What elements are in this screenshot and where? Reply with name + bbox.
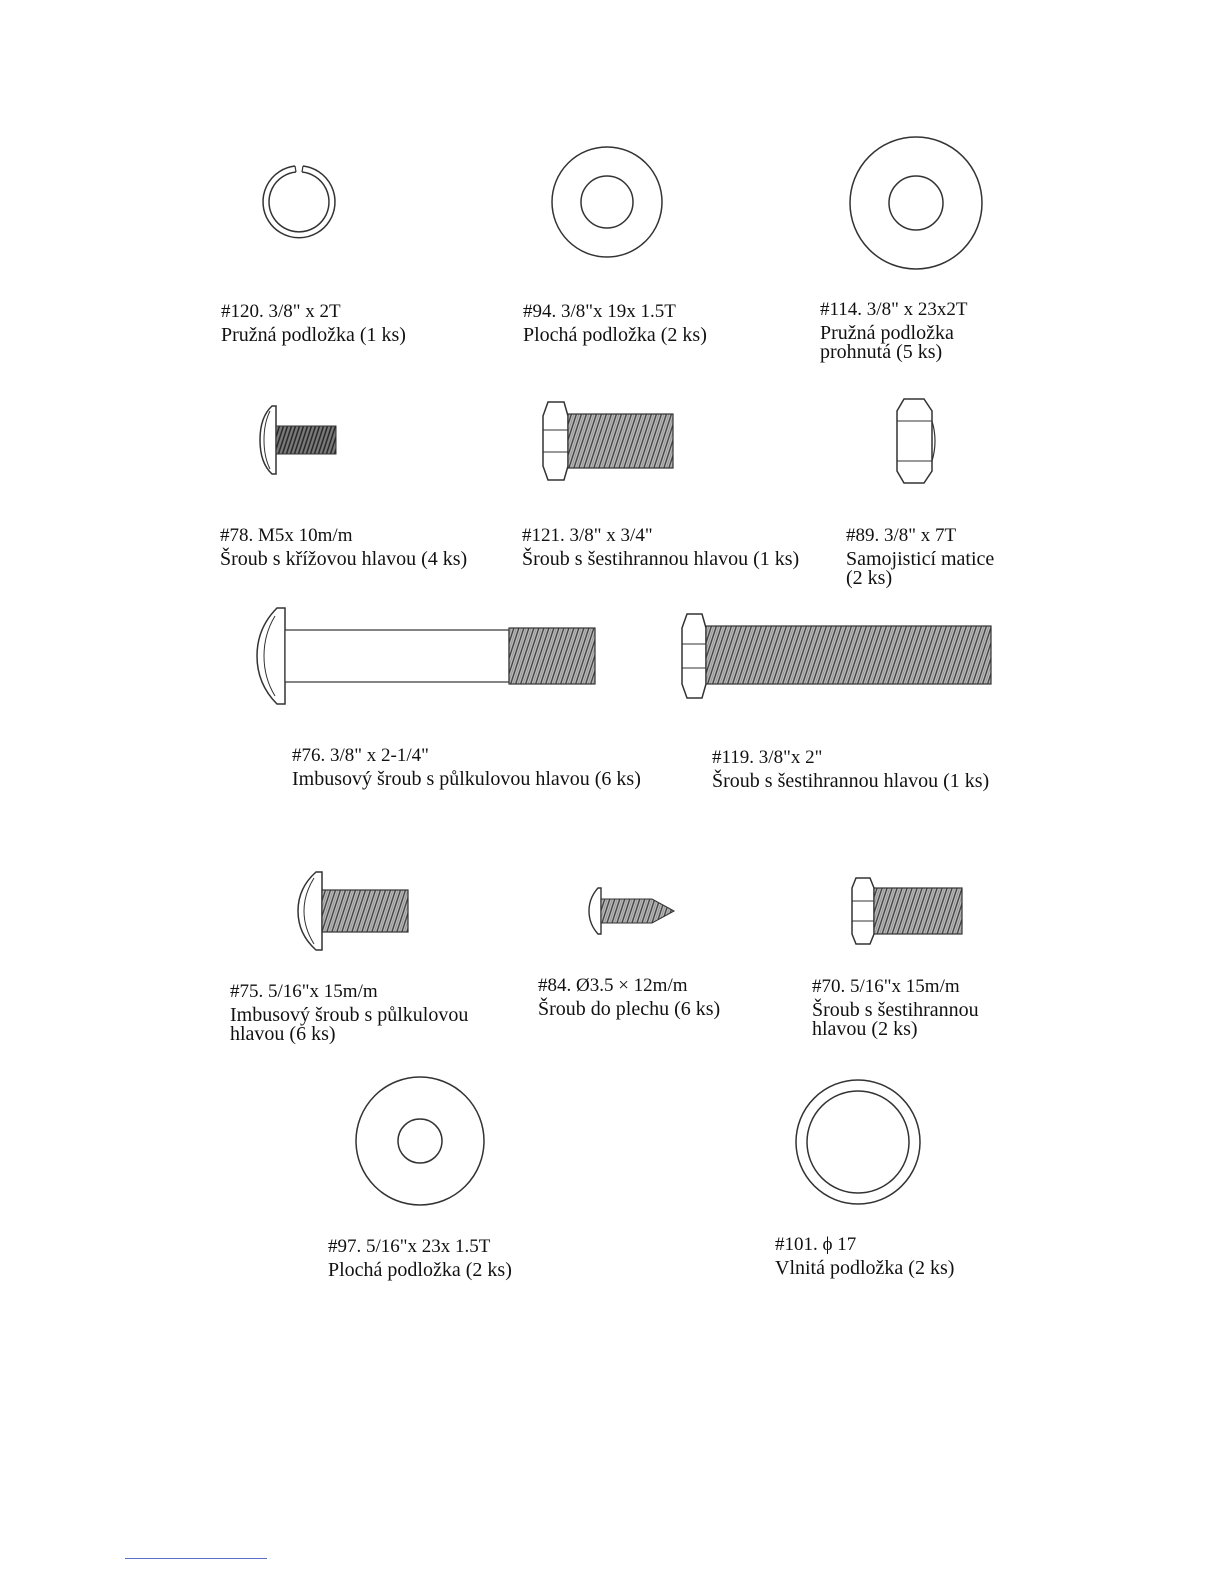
label-75 xyxy=(230,982,468,1044)
split-washer-120-icon xyxy=(255,160,345,245)
part-desc: Šroub s šestihrannou hlavou (1 ks) xyxy=(712,770,990,792)
part-desc: Imbusový šroub s půlkulovou xyxy=(230,1004,469,1026)
button-bolt-75-icon xyxy=(296,870,412,952)
part-desc-2: hlavou (6 ks) xyxy=(230,1023,336,1045)
part-desc: Šroub s šestihrannou xyxy=(812,999,979,1021)
label-120 xyxy=(221,302,406,345)
part-desc: Pružná podložka xyxy=(820,322,954,344)
part-code: #76. 3/8" x 2-1/4" xyxy=(292,745,429,766)
cross-screw-78-icon xyxy=(258,403,340,477)
label-76 xyxy=(292,746,641,789)
part-code: #84. Ø3.5 × 12m/m xyxy=(538,975,688,996)
part-desc: Šroub s šestihrannou hlavou (1 ks) xyxy=(522,548,800,570)
label-78 xyxy=(220,526,467,569)
label-119 xyxy=(712,748,989,791)
part-code: #121. 3/8" x 3/4" xyxy=(522,525,653,546)
part-desc: Plochá podložka (2 ks) xyxy=(523,324,707,346)
hex-bolt-70-icon xyxy=(850,876,966,946)
part-desc-2: prohnutá (5 ks) xyxy=(820,341,943,363)
label-101 xyxy=(775,1235,954,1278)
footnote-separator xyxy=(125,1558,267,1559)
label-89 xyxy=(846,526,994,588)
label-84 xyxy=(538,976,720,1019)
part-code: #120. 3/8" x 2T xyxy=(221,301,341,322)
part-desc-2: (2 ks) xyxy=(846,567,893,589)
label-94 xyxy=(523,302,707,345)
label-97 xyxy=(328,1237,512,1280)
hex-bolt-121-icon xyxy=(540,400,676,482)
part-desc: Pružná podložka (1 ks) xyxy=(221,324,406,346)
label-70 xyxy=(812,977,979,1039)
sheet-screw-84-icon xyxy=(588,886,676,936)
label-114 xyxy=(820,300,967,362)
part-code: #75. 5/16"x 15m/m xyxy=(230,981,378,1002)
hex-bolt-119-icon xyxy=(680,612,995,700)
button-bolt-76-icon xyxy=(255,606,600,706)
lock-nut-89-icon xyxy=(894,397,940,485)
flat-washer-97-icon xyxy=(354,1075,488,1209)
curved-washer-114-icon xyxy=(848,135,984,271)
part-desc-2: hlavou (2 ks) xyxy=(812,1018,918,1040)
flat-washer-94-icon xyxy=(550,145,665,260)
part-desc: Šroub s křížovou hlavou (4 ks) xyxy=(220,548,468,570)
part-desc: Šroub do plechu (6 ks) xyxy=(538,998,721,1020)
part-desc: Samojisticí matice xyxy=(846,548,995,570)
part-code: #70. 5/16"x 15m/m xyxy=(812,976,960,997)
part-code: #78. M5x 10m/m xyxy=(220,525,353,546)
part-desc: Plochá podložka (2 ks) xyxy=(328,1259,512,1281)
part-code: #114. 3/8" x 23x2T xyxy=(820,299,968,320)
part-code: #89. 3/8" x 7T xyxy=(846,525,957,546)
part-code: #119. 3/8"x 2" xyxy=(712,747,823,768)
part-code: #97. 5/16"x 23x 1.5T xyxy=(328,1236,491,1257)
part-code: #101. ϕ 17 xyxy=(775,1234,857,1255)
label-121 xyxy=(522,526,799,569)
part-code: #94. 3/8"x 19x 1.5T xyxy=(523,301,676,322)
part-desc: Imbusový šroub s půlkulovou hlavou (6 ks) xyxy=(292,768,641,790)
part-desc: Vlnitá podložka (2 ks) xyxy=(775,1257,955,1279)
wave-washer-101-icon xyxy=(794,1078,922,1206)
